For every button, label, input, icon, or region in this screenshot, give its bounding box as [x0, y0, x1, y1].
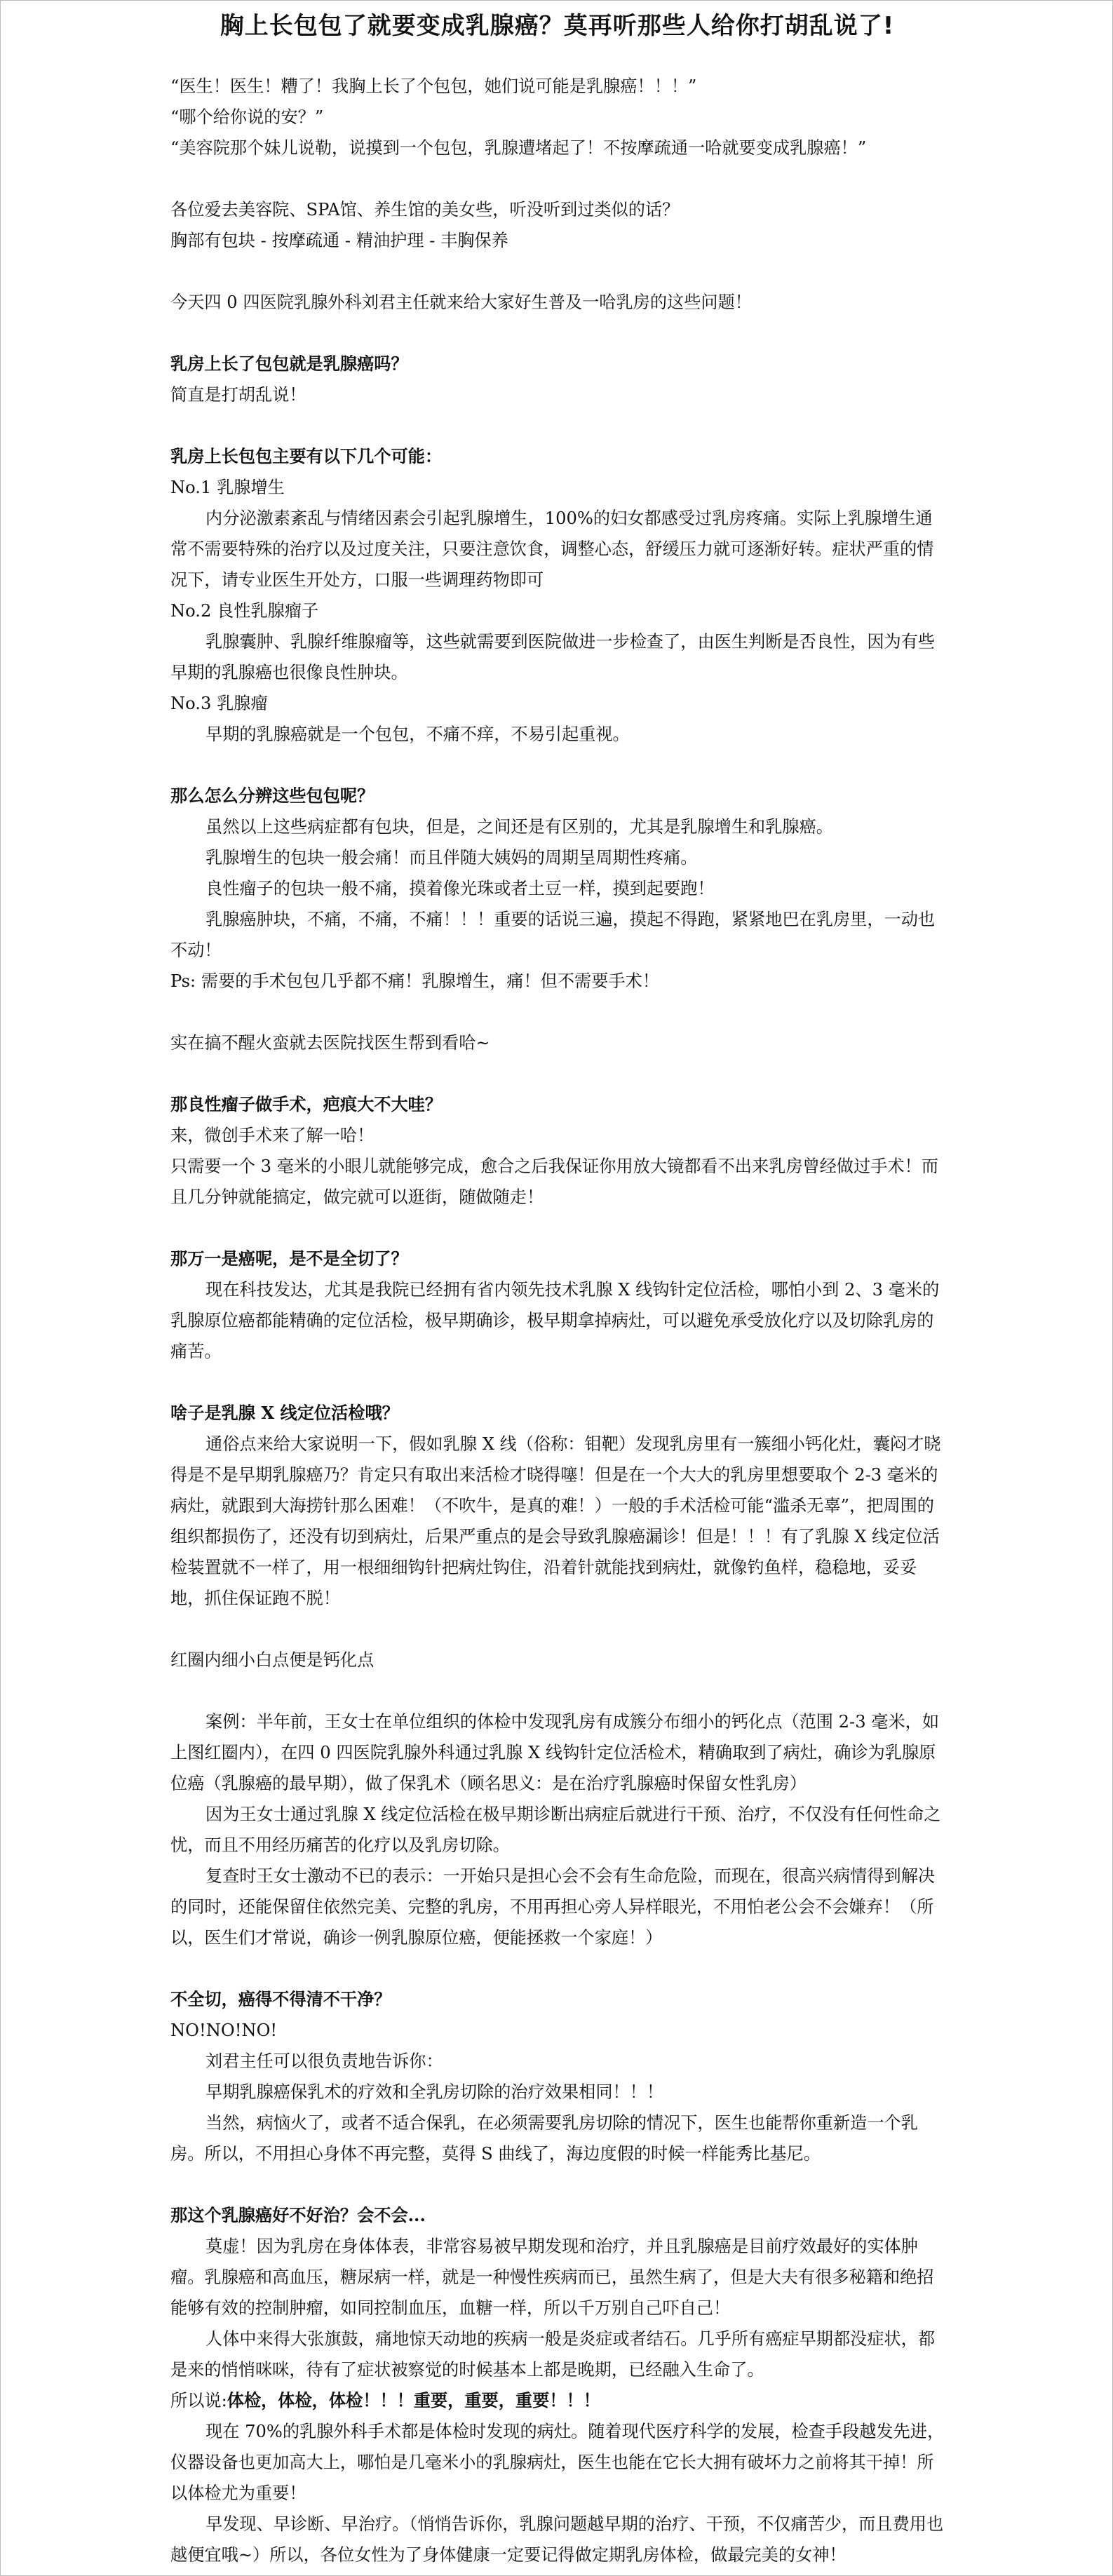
cancer-text-1: 现在科技发达，尤其是我院已经拥有省内领先技术乳腺 X 线钩针定位活检，哪怕小到 2、3 毫米的乳腺原位癌都能精确的定位活检，极早期确诊，极早期拿掉病灶，可以避免承受放化疗以及切除乳房的痛苦。	[170, 1280, 940, 1361]
article-title: 胸上长包包了就要变成乳腺癌？莫再听那些人给你打胡乱说了!	[220, 12, 895, 40]
article-body	[170, 71, 945, 2570]
dialogue-line-3: “美容院那个妹儿说勒，说摸到一个包包，乳腺遭堵起了！不按摩疏通一哈就要变成乳腺癌！”	[170, 138, 867, 158]
cause-text-1: 内分泌激素紊乱与情绪因素会引起乳腺增生，100%的妇女都感受过乳房疼痛。实际上乳腺增生通常不需要特殊的治疗以及过度关注，只要注意饮食，调整心态，舒缓压力就可逐渐好转。症状严重的情况下，请专业医生开处方，口服一些调理药物即可	[170, 508, 934, 590]
section-heading-6: 啥子是乳腺 X 线定位活检哦？	[170, 1403, 399, 1423]
treatment-emphasis-prefix: 所以说:	[170, 2391, 227, 2410]
cause-text-2: 乳腺囊肿、乳腺纤维腺瘤等，这些就需要到医院做进一步检查了，由医生判断是否良性，因为有些早期的乳腺癌也很像良性肿块。	[170, 632, 936, 682]
tip-line: 实在搞不醒火蛮就去医院找医生帮到看哈~	[170, 1033, 490, 1053]
image-caption: 红圈内细小白点便是钙化点	[170, 1650, 375, 1670]
section-heading-4: 那良性瘤子做手术，疤痕大不大哇？	[170, 1094, 443, 1114]
distinguish-text-3: 良性瘤子的包块一般不痛，摸着像光珠或者土豆一样，摸到起要跑！	[205, 879, 715, 898]
mastectomy-text-2: 早期乳腺癌保乳术的疗效和全乳房切除的治疗效果相同！！！	[205, 2082, 664, 2102]
section-heading-2: 乳房上长包包主要有以下几个可能：	[170, 446, 443, 466]
mastectomy-text-1: 刘君主任可以很负责地告诉你：	[205, 2051, 443, 2071]
section-heading-7: 不全切，癌得不得清不干净？	[170, 1989, 391, 2009]
treatment-emphasis-bold: 体检，体检，体检！！！重要，重要，重要！！！	[227, 2390, 600, 2410]
cause-label-1: No.1 乳腺增生	[170, 478, 285, 497]
question-line-1: 各位爱去美容院、SPA馆、养生馆的美女些，听没听到过类似的话？	[170, 200, 680, 220]
cause-text-3: 早期的乳腺癌就是一个包包，不痛不痒，不易引起重视。	[205, 724, 630, 744]
case-text-1: 案例：半年前，王女士在单位组织的体检中发现乳房有成簇分布细小的钙化点（范围 2-3 毫米，如上图红圈内），在四 0 四医院乳腺外科通过乳腺 X 线钩针定位活检术，精确取到了病灶，确诊为乳腺原位癌（乳腺癌的最早期），做了保乳术（顾名思义：是在治疗乳腺癌时保留女性乳房）	[170, 1712, 940, 1793]
section-text-1: 简直是打胡乱说！	[170, 385, 306, 405]
distinguish-text-4: 乳腺癌肿块，不痛，不痛，不痛！！！重要的话说三遍，摸起不得跑，紧紧地巴在乳房里，一动也不动！	[170, 910, 936, 960]
section-heading-3: 那么怎么分辨这些包包呢？	[170, 785, 375, 806]
treatment-text-4: 早发现、早诊断、早治疗。（悄悄告诉你，乳腺问题越早期的治疗、干预，不仅痛苦少，而且费用也越便宜哦~）所以，各位女性为了身体健康一定要记得做定期乳房体检，做最完美的女神！	[170, 2514, 944, 2565]
treatment-text-2: 人体中来得大张旗鼓，痛地惊天动地的疾病一般是炎症或者结石。几乎所有癌症早期都没症状，都是来的悄悄咪咪，待有了症状被察觉的时候基本上都是晚期，已经融入生命了。	[170, 2329, 936, 2380]
question-line-2: 胸部有包块 - 按摩疏通 - 精油护理 - 丰胸保养	[170, 231, 508, 250]
case-text-2: 因为王女士通过乳腺 X 线定位活检在极早期诊断出病症后就进行干预、治疗，不仅没有任何性命之忧，而且不用经历痛苦的化疗以及乳房切除。	[170, 1805, 941, 1855]
ps-note: Ps: 需要的手术包包几乎都不痛！乳腺增生，痛！但不需要手术！	[170, 971, 659, 991]
section-heading-5: 那万一是癌呢，是不是全切了？	[170, 1248, 408, 1269]
surgery-text-1: 来，微创手术来了解一哈！	[170, 1126, 375, 1145]
dialogue-line-1: “医生！医生！糟了！我胸上长了个包包，她们说可能是乳腺癌！！！”	[170, 76, 697, 96]
surgery-text-2: 只需要一个 3 毫米的小眼儿就能够完成，愈合之后我保证你用放大镜都看不出来乳房曾经做过手术！而且几分钟就能搞定，做完就可以逛街，随做随走！	[170, 1156, 939, 1207]
dialogue-line-2: “哪个给你说的安？”	[170, 107, 324, 127]
cause-label-2: No.2 良性乳腺瘤子	[170, 601, 319, 621]
mastectomy-text-3: 当然，病恼火了，或者不适合保乳，在必须需要乳房切除的情况下，医生也能帮你重新造一个乳房。所以，不用担心身体不再完整，莫得 S 曲线了，海边度假的时候一样能秀比基尼。	[170, 2113, 918, 2164]
section-heading-1: 乳房上长了包包就是乳腺癌吗？	[170, 353, 408, 374]
case-text-3: 复查时王女士激动不已的表示：一开始只是担心会不会有生命危险，而现在，很高兴病情得到解决的同时，还能保留住依然完美、完整的乳房，不用再担心旁人异样眼光，不用怕老公会不会嫌弃！（所以，医生们才常说，确诊一例乳腺原位癌，便能拯救一个家庭！）	[170, 1866, 936, 1948]
treatment-text-1: 莫虚！因为乳房在身体体表，非常容易被早期发现和治疗，并且乳腺癌是目前疗效最好的实体肿瘤。乳腺癌和高血压，糖尿病一样，就是一种慢性疾病而已，虽然生病了，但是大夫有很多秘籍和绝招能够有效的控制肿瘤，如同控制血压，血糖一样，所以千万别自己吓自己！	[170, 2237, 934, 2318]
biopsy-text-1: 通俗点来给大家说明一下，假如乳腺 X 线（俗称：钼靶）发现乳房里有一簇细小钙化灶，囊闷才晓得是不是早期乳腺癌乃？肯定只有取出来活检才晓得噻！但是在一个大大的乳房里想要取个 2-3 毫米的病灶，就跟到大海捞针那么困难！（不吹牛，是真的难！）一般的手术活检可能“滥杀无辜”，把周围的组织都损伤了，还没有切到病灶，后果严重点的是会导致乳腺癌漏诊！但是！！！有了乳腺 X 线定位活检装置就不一样了，用一根细细钩针把病灶钩住，沿着针就能找到病灶，就像钓鱼样，稳稳地，妥妥地，抓住保证跑不脱！	[170, 1434, 941, 1608]
treatment-emphasis	[170, 2385, 945, 2416]
distinguish-text-2: 乳腺增生的包块一般会痛！而且伴随大姨妈的周期呈周期性疼痛。	[205, 848, 698, 868]
section-heading-8: 那这个乳腺癌好不好治？会不会...	[170, 2205, 426, 2225]
distinguish-text-1: 虽然以上这些病症都有包块，但是，之间还是有区别的，尤其是乳腺增生和乳腺癌。	[205, 817, 833, 837]
today-intro: 今天四 0 四医院乳腺外科刘君主任就来给大家好生普及一哈乳房的这些问题！	[170, 292, 752, 312]
cause-label-3: No.3 乳腺瘤	[170, 694, 268, 713]
no-line: NO!NO!NO!	[170, 2021, 278, 2040]
treatment-text-3: 现在 70%的乳腺外科手术都是体检时发现的病灶。随着现代医疗科学的发展，检查手段越发先进，仪器设备也更加高大上，哪怕是几毫米小的乳腺病灶，医生也能在它长大拥有破坏力之前将其干掉！所以体检尤为重要！	[170, 2422, 945, 2503]
